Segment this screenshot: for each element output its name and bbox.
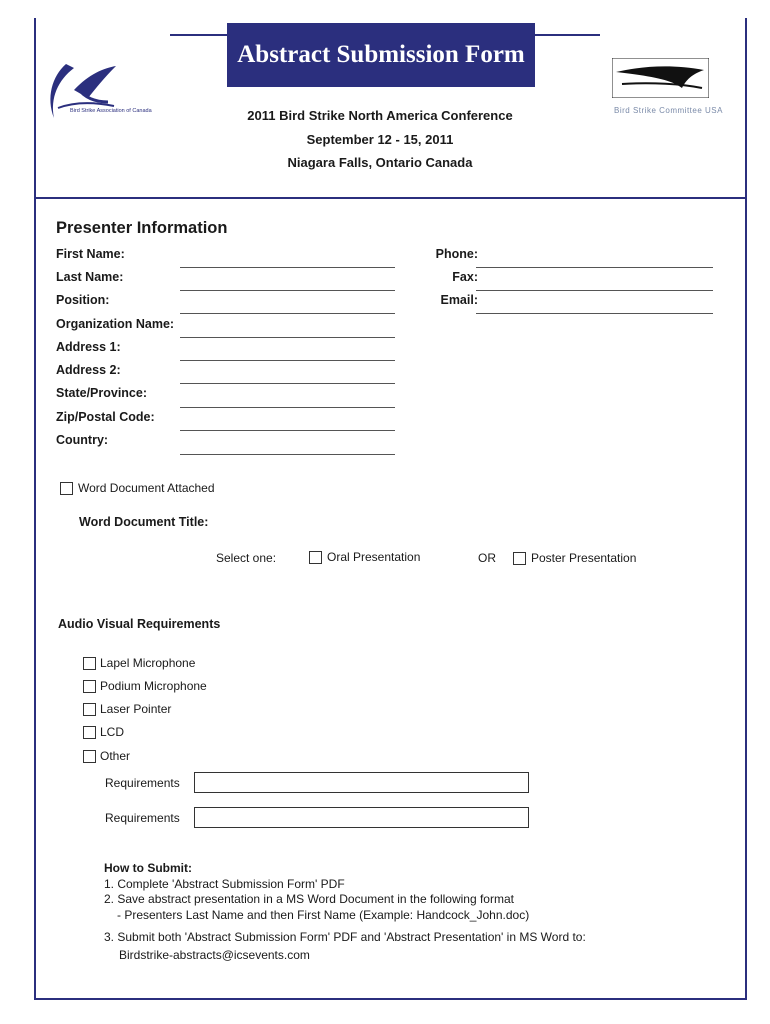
or-label: OR <box>478 551 496 565</box>
laser-pointer-label: Laser Pointer <box>100 702 172 716</box>
conference-name: 2011 Bird Strike North America Conference <box>247 108 513 123</box>
bird-strike-canada-logo <box>44 58 124 128</box>
requirements-input-1[interactable] <box>194 772 529 793</box>
first-name-field[interactable] <box>180 267 395 268</box>
frame-right-border <box>745 18 747 1000</box>
presenter-heading: Presenter Information <box>56 219 228 237</box>
country-field[interactable] <box>180 454 395 455</box>
email-field[interactable] <box>476 313 713 314</box>
select-one-label: Select one: <box>216 551 277 565</box>
conference-location: Niagara Falls, Ontario Canada <box>287 155 473 170</box>
laser-pointer-checkbox[interactable] <box>83 703 96 716</box>
email-label: Email: <box>440 293 478 307</box>
address2-field[interactable] <box>180 383 395 384</box>
lapel-microphone-label: Lapel Microphone <box>100 656 196 670</box>
position-field[interactable] <box>180 313 395 314</box>
fax-field[interactable] <box>476 290 713 291</box>
organization-name-label: Organization Name: <box>56 317 175 331</box>
organization-name-field[interactable] <box>180 337 395 338</box>
how-to-submit-heading: How to Submit: <box>104 861 192 875</box>
right-logo-caption: Bird Strike Committee USA <box>614 106 723 115</box>
lapel-microphone-checkbox[interactable] <box>83 657 96 670</box>
position-label: Position: <box>56 293 110 307</box>
av-requirements-heading: Audio Visual Requirements <box>58 617 221 631</box>
title-rule-right <box>535 34 600 36</box>
how-step-2-detail: - Presenters Last Name and then First Name (Example: Handcock_John.doc) <box>117 908 530 922</box>
requirements-label-2: Requirements <box>105 811 180 825</box>
state-province-label: State/Province: <box>56 386 148 400</box>
address1-label: Address 1: <box>56 340 121 354</box>
poster-presentation-checkbox[interactable] <box>513 552 526 565</box>
frame-bottom-border <box>34 998 747 1000</box>
address1-field[interactable] <box>180 360 395 361</box>
fax-label: Fax: <box>452 270 478 284</box>
how-step-3: 3. Submit both 'Abstract Submission Form' PDF and 'Abstract Presentation' in MS Word to: <box>104 930 586 944</box>
zip-postal-code-label: Zip/Postal Code: <box>56 410 155 424</box>
poster-presentation-label: Poster Presentation <box>531 551 637 565</box>
requirements-input-2[interactable] <box>194 807 529 828</box>
phone-field[interactable] <box>476 267 713 268</box>
bird-strike-usa-logo <box>612 58 709 98</box>
other-label: Other <box>100 749 131 763</box>
how-step-1: 1. Complete 'Abstract Submission Form' PDF <box>104 877 345 891</box>
last-name-field[interactable] <box>180 290 395 291</box>
word-document-title-label: Word Document Title: <box>79 515 209 529</box>
podium-microphone-label: Podium Microphone <box>100 679 207 693</box>
conference-dates: September 12 - 15, 2011 <box>306 132 454 147</box>
last-name-label: Last Name: <box>56 270 124 284</box>
phone-label: Phone: <box>435 247 478 261</box>
frame-left-border <box>34 18 36 1000</box>
state-province-field[interactable] <box>180 407 395 408</box>
podium-microphone-checkbox[interactable] <box>83 680 96 693</box>
lcd-label: LCD <box>100 725 125 739</box>
how-step-2: 2. Save abstract presentation in a MS Word Document in the following format <box>104 892 514 906</box>
oral-presentation-label: Oral Presentation <box>327 550 421 564</box>
other-checkbox[interactable] <box>83 750 96 763</box>
country-label: Country: <box>56 433 109 447</box>
requirements-label-1: Requirements <box>105 776 180 790</box>
first-name-label: First Name: <box>56 247 125 261</box>
oral-presentation-checkbox[interactable] <box>309 551 322 564</box>
submission-email[interactable]: Birdstrike-abstracts@icsevents.com <box>119 948 310 962</box>
form-title: Abstract Submission Form <box>227 23 535 87</box>
lcd-checkbox[interactable] <box>83 726 96 739</box>
header-divider <box>34 197 747 199</box>
word-document-attached-label: Word Document Attached <box>78 481 215 495</box>
address2-label: Address 2: <box>56 363 121 377</box>
zip-postal-code-field[interactable] <box>180 430 395 431</box>
title-rule-left <box>170 34 227 36</box>
word-document-attached-checkbox[interactable] <box>60 482 73 495</box>
left-logo-caption: Bird Strike Association of Canada <box>70 108 152 114</box>
